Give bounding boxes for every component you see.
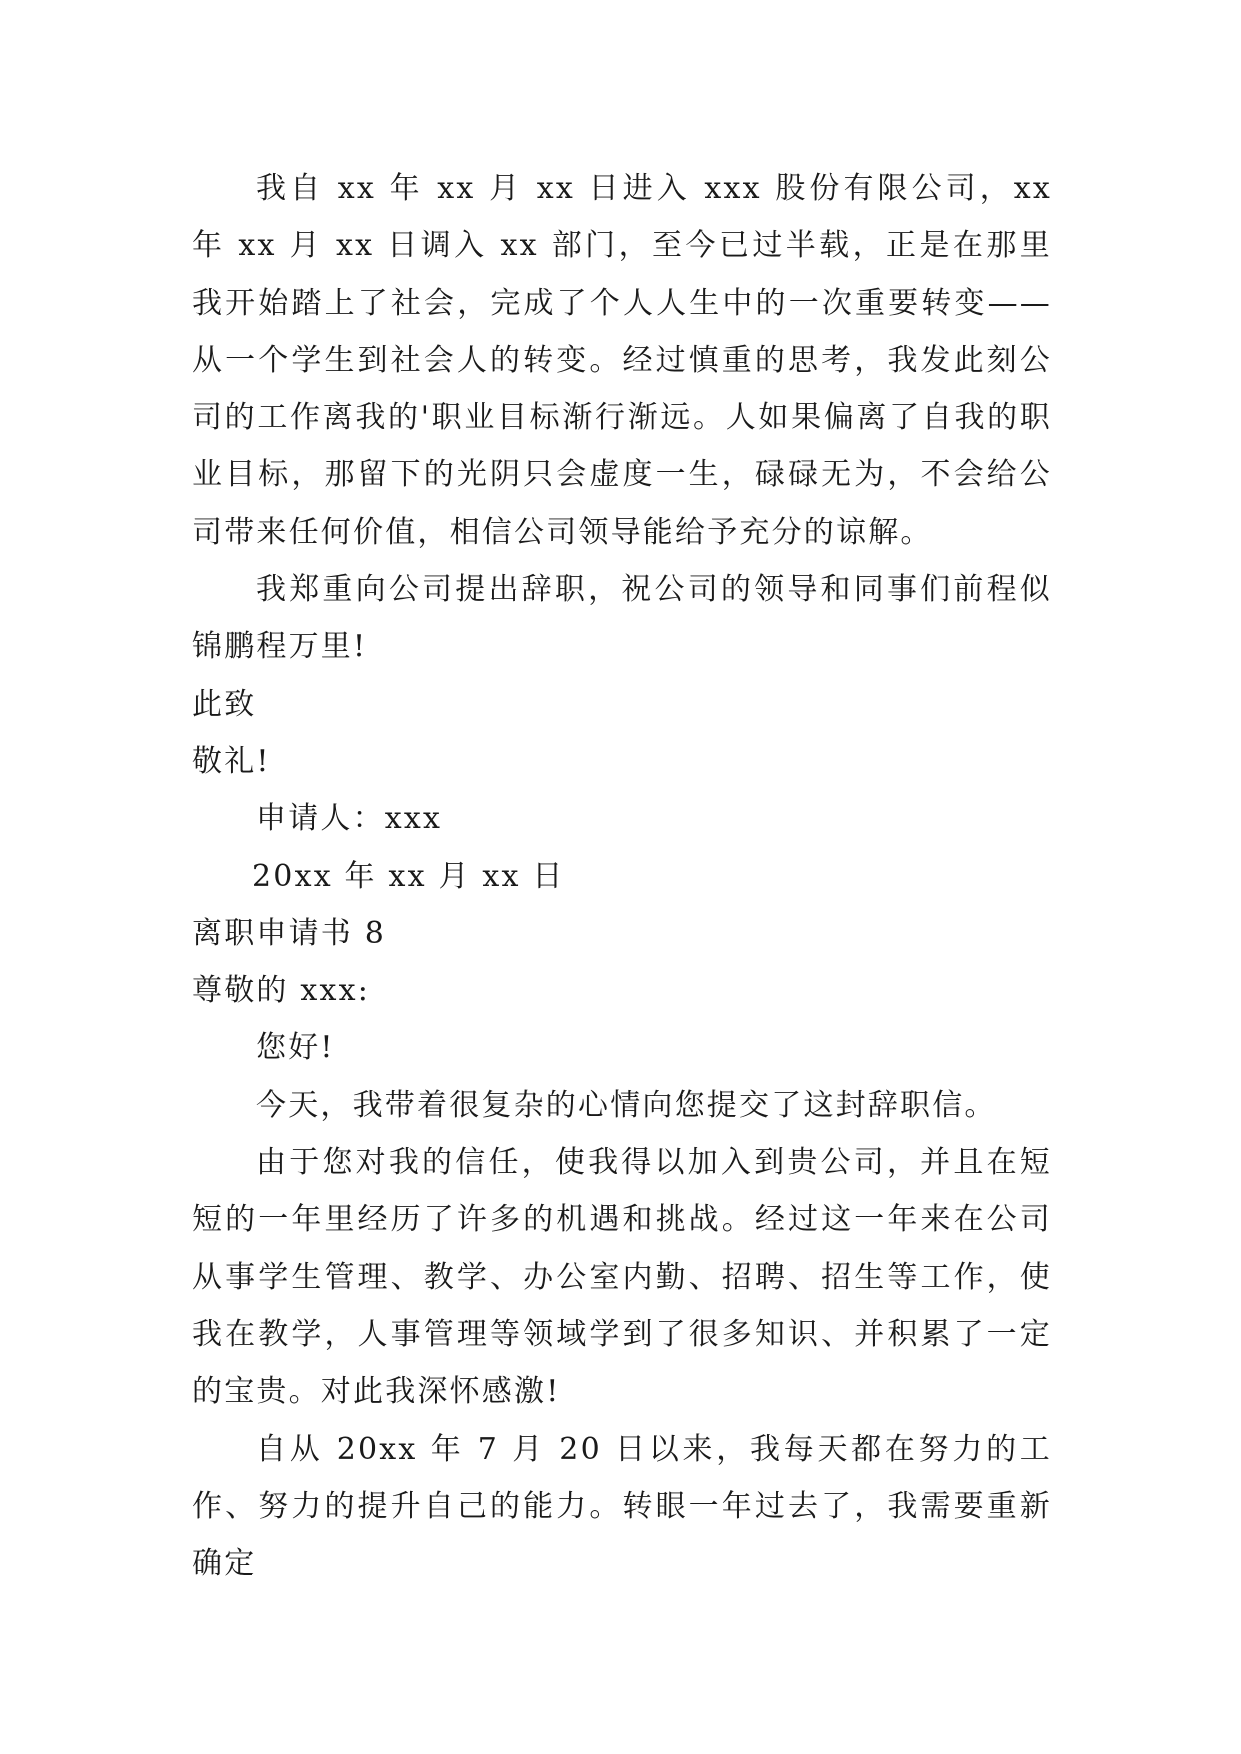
salutation: 尊敬的 xxx: xyxy=(192,973,371,1009)
section-title: 离职申请书 8 xyxy=(192,915,387,951)
paragraph-intro: 我自 xx 年 xx 月 xx 日进入 xxx 股份有限公司，xx 年 xx 月 xx 日调入 xx 部门，至今已过半载，正是在那里我开始踏上了社会，完成了个人人生中的一次重要转变——从一个学生到社会人的转变。经过慎重的思考，我发此刻公司的工作离我的'职业目标渐行渐远。人如果偏离了自我的职业目标，那留下的光阴只会虚度一生，碌碌无为，不会给公司带来任何价值，相信公司领导能给予充分的谅解。 xyxy=(192,171,1052,550)
applicant-line: 申请人：xxx xyxy=(256,801,443,837)
paragraph-resignation: 我郑重向公司提出辞职，祝公司的领导和同事们前程似锦鹏程万里! xyxy=(192,572,1052,665)
document-body xyxy=(192,160,1052,1592)
date-line: 20xx 年 xx 月 xx 日 xyxy=(252,858,565,894)
greeting: 您好! xyxy=(256,1030,335,1066)
paragraph-since: 自从 20xx 年 7 月 20 日以来，我每天都在努力的工作、努力的提升自己的能力。转眼一年过去了，我需要重新确定 xyxy=(192,1431,1052,1582)
closing-cizhi: 此致 xyxy=(192,686,257,722)
closing-jingli: 敬礼! xyxy=(192,743,271,779)
paragraph-trust: 由于您对我的信任，使我得以加入到贵公司，并且在短短的一年里经历了许多的机遇和挑战。经过这一年来在公司从事学生管理、教学、办公室内勤、招聘、招生等工作，使我在教学，人事管理等领域学到了很多知识、并积累了一定的宝贵。对此我深怀感激! xyxy=(192,1145,1052,1410)
paragraph-today: 今天，我带着很复杂的心情向您提交了这封辞职信。 xyxy=(256,1087,997,1123)
